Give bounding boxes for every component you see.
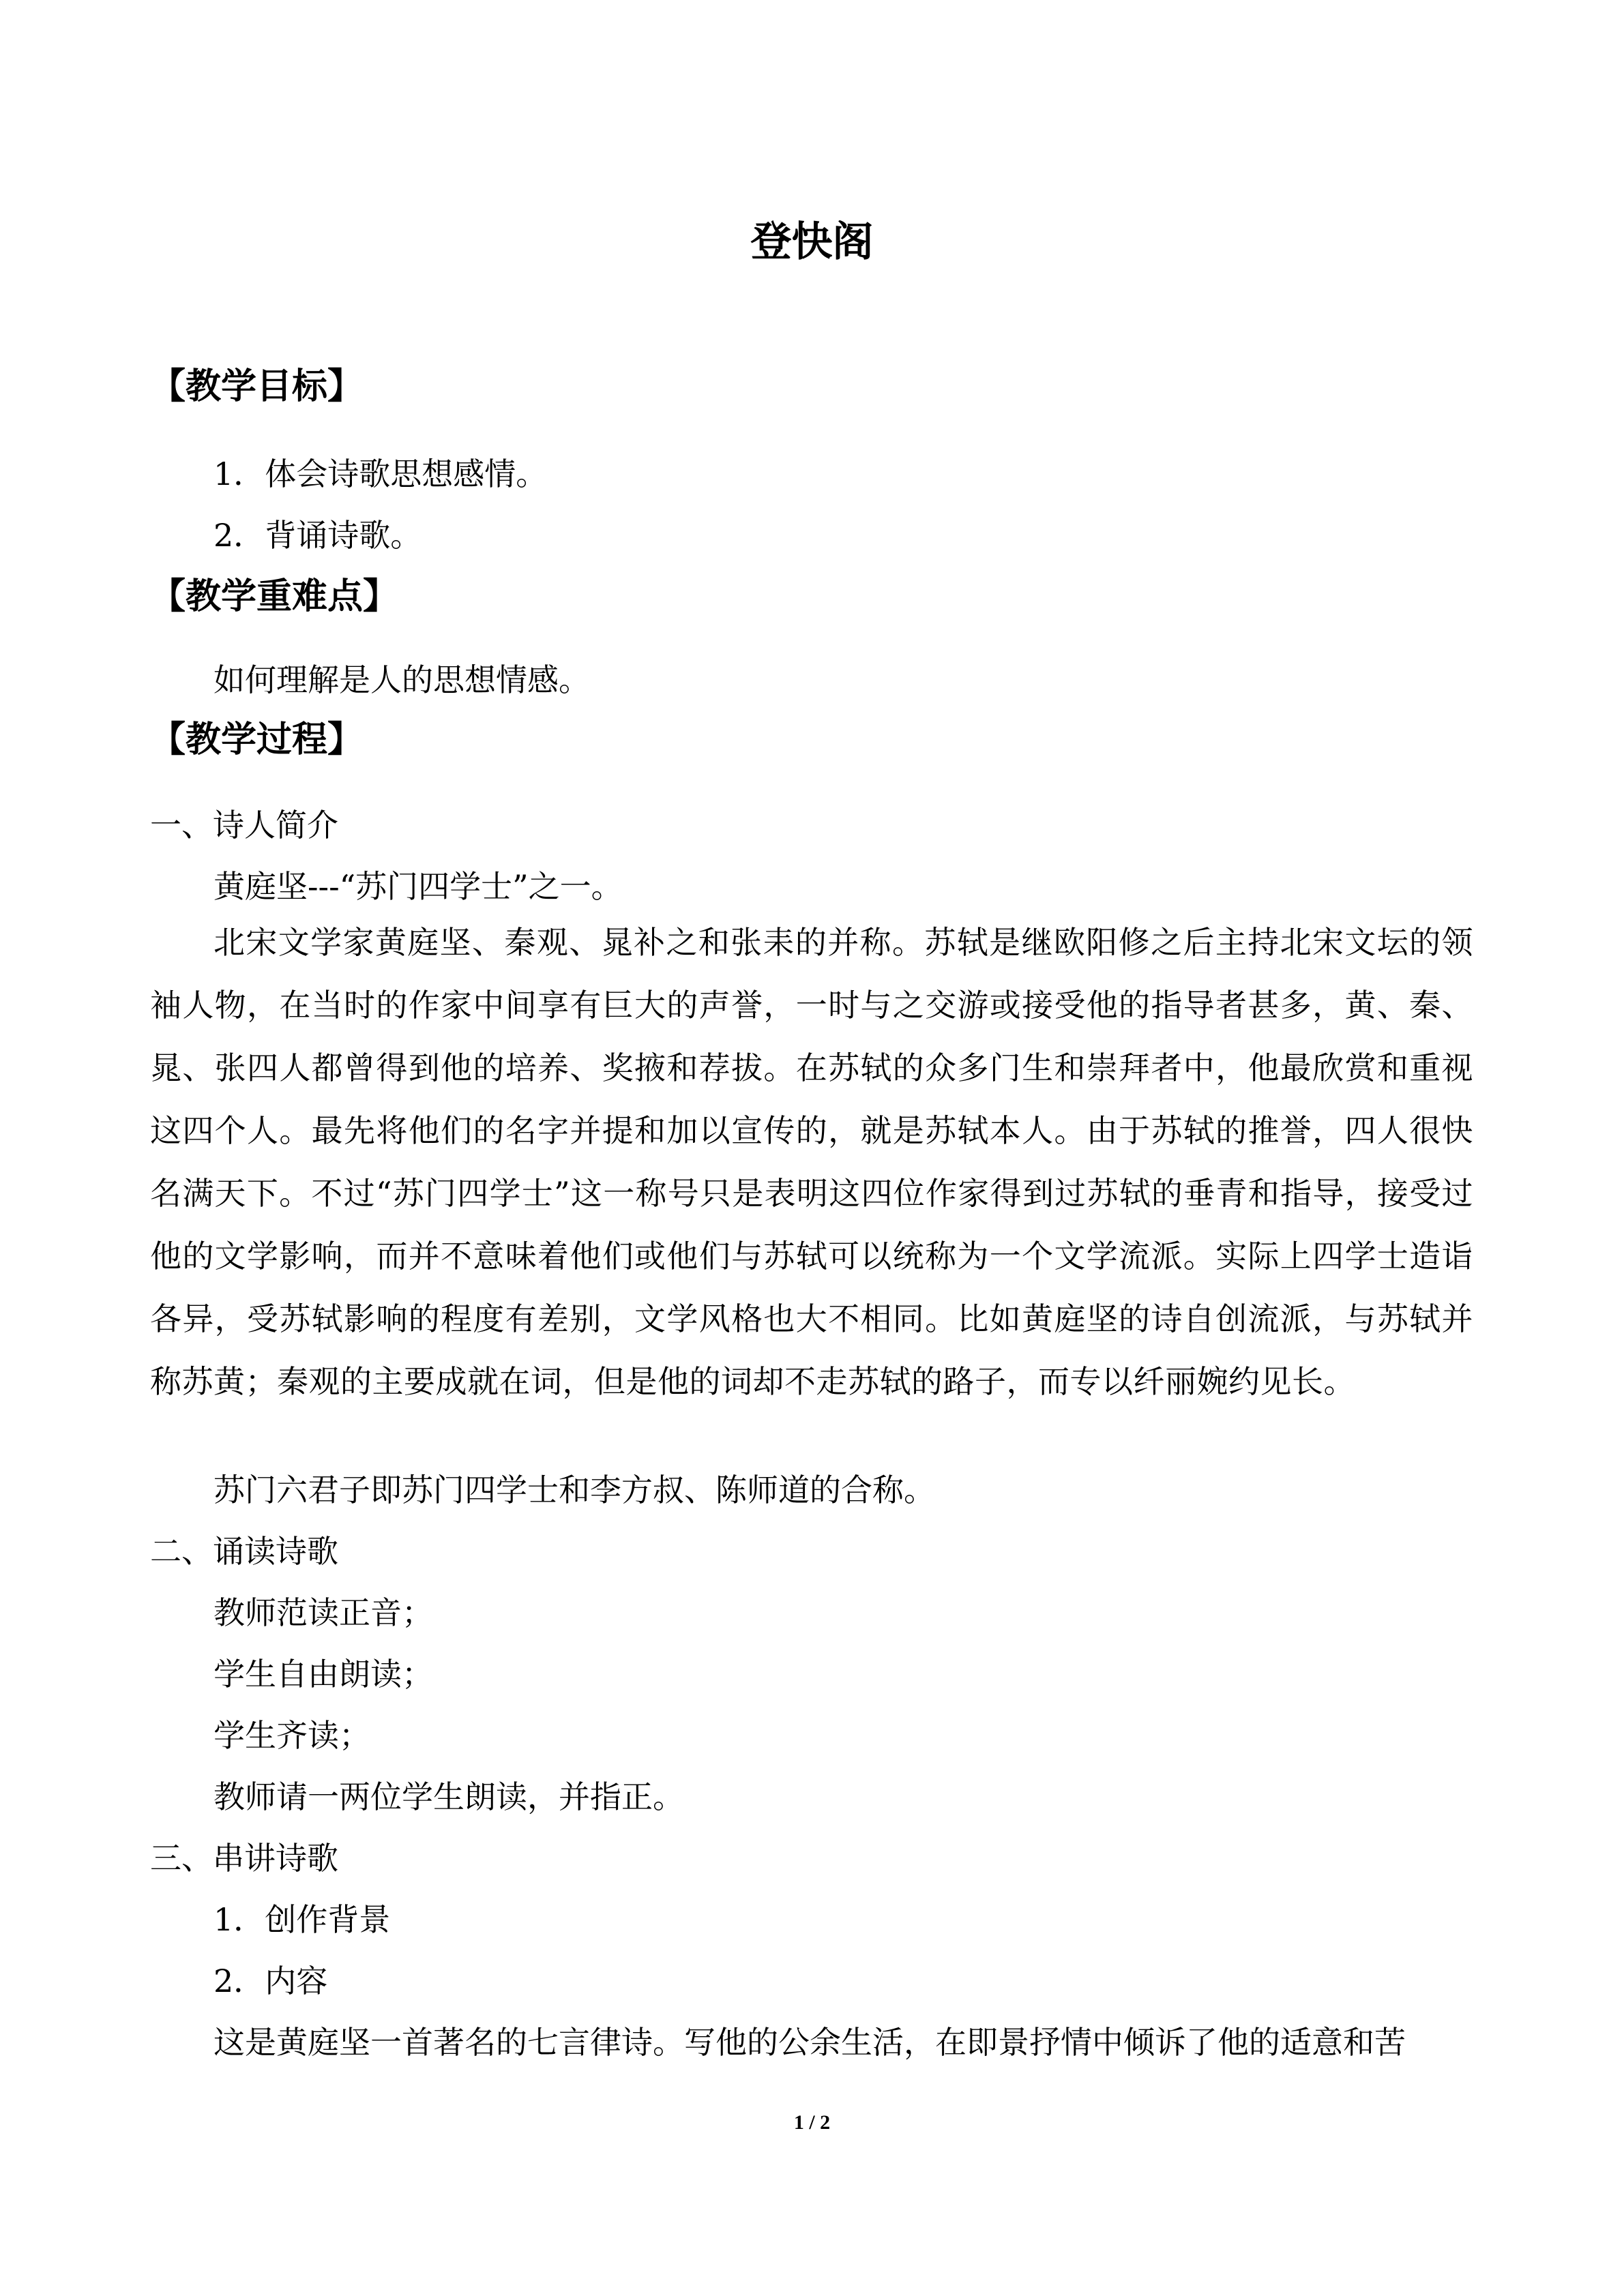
part3-text: 这是黄庭坚一首著名的七言律诗。写他的公余生活，在即景抒情中倾诉了他的适意和苦 xyxy=(213,2024,1406,2061)
part2-step-4: 教师请一两位学生朗读，并指正。 xyxy=(213,1778,684,1815)
objectives-heading: 【教学目标】 xyxy=(150,366,364,407)
process-heading: 【教学过程】 xyxy=(150,719,364,760)
key-points-heading: 【教学重难点】 xyxy=(150,576,399,617)
part2-step-3: 学生齐读； xyxy=(213,1717,370,1754)
part1-paragraph: 北宋文学家黄庭坚、秦观、晁补之和张耒的并称。苏轼是继欧阳修之后主持北宋文坛的领袖人物，在当时的作家中间享有巨大的声誉，一时与之交游或接受他的指导者甚多，黄、秦、晁、张四人都曾得到他的培养、奖掖和荐拔。在苏轼的众多门生和崇拜者中，他最欣赏和重视这四个人。最先将他们的名字并提和加以宣传的，就是苏轼本人。由于苏轼的推誉，四人很快名满天下。不过“苏门四学士”这一称号只是表明这四位作家得到过苏轼的垂青和指导，接受过他的文学影响，而并不意味着他们或他们与苏轼可以统称为一个文学流派。实际上四学士造诣各异，受苏轼影响的程度有差别，文学风格也大不相同。比如黄庭坚的诗自创流派，与苏轼并称苏黄；秦观的主要成就在词，但是他的词却不走苏轼的路子，而专以纤丽婉约见长。 xyxy=(150,924,1473,1400)
page-title: 登快阁 xyxy=(750,218,874,266)
key-points-text: 如何理解是人的思想情感。 xyxy=(213,661,590,698)
part2-step-1: 教师范读正音； xyxy=(213,1594,433,1631)
part2-title: 二、诵读诗歌 xyxy=(150,1533,338,1570)
part1-title: 一、诗人简介 xyxy=(150,807,338,844)
part3-item-2: 2．内容 xyxy=(213,1963,328,1999)
objective-item-1: 1．体会诗歌思想感情。 xyxy=(213,456,548,492)
part3-item-1: 1．创作背景 xyxy=(213,1901,391,1938)
objective-item-2: 2．背诵诗歌。 xyxy=(213,517,422,554)
part2-step-2: 学生自由朗读； xyxy=(213,1656,433,1693)
part3-title: 三、串讲诗歌 xyxy=(150,1840,338,1877)
part1-note: 苏门六君子即苏门四学士和李方叔、陈师道的合称。 xyxy=(213,1472,935,1508)
part1-intro: 黄庭坚---“苏门四学士”之一。 xyxy=(213,868,623,905)
page-number: 1 / 2 xyxy=(793,2111,831,2134)
